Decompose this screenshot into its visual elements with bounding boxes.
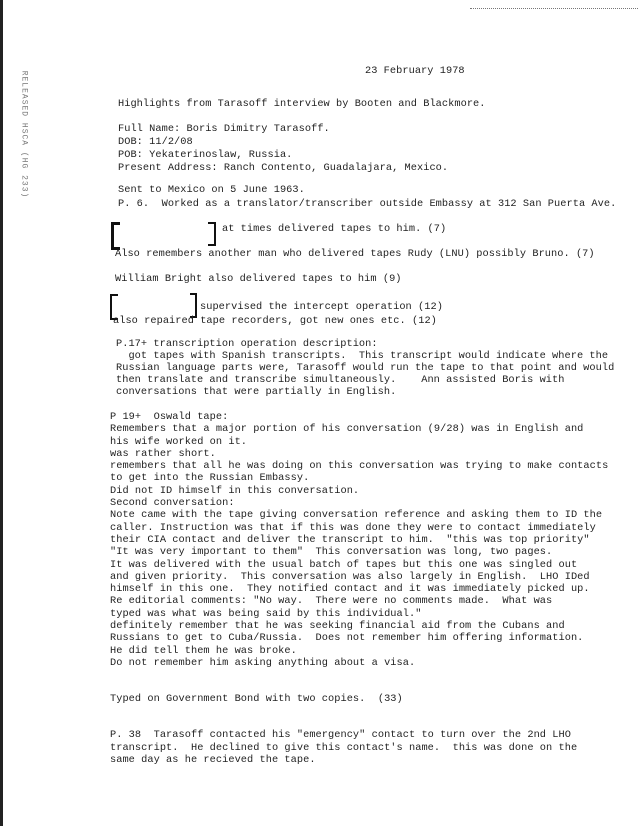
text-line: himself in this one. They notified contact and it was immediately picked up. — [110, 583, 590, 596]
text-line: his wife worked on it. — [110, 435, 248, 448]
text-line: their CIA contact and deliver the transcript to him. "this was top priority" — [110, 533, 590, 546]
scan-mark — [470, 8, 638, 9]
text-line: got tapes with Spanish transcripts. This transcript would indicate where the — [116, 349, 609, 362]
text-line: It was delivered with the usual batch of tapes but this one was singled out — [110, 558, 578, 571]
text-line: conversations that were partially in English. — [116, 385, 397, 398]
redacted-line-1: at times delivered tapes to him. (7) — [222, 223, 447, 235]
full-name: Full Name: Boris Dimitry Tarasoff. — [118, 123, 330, 135]
text-line: P 19+ Oswald tape: — [110, 411, 229, 423]
text-line: Second conversation: — [110, 497, 235, 510]
document-date: 23 February 1978 — [365, 65, 465, 77]
text-line: P.17+ transcription operation description: — [116, 338, 378, 350]
p17-block — [116, 339, 614, 399]
pob: POB: Yekaterinoslaw, Russia. — [118, 149, 293, 161]
p6-line: P. 6. Worked as a translator/transcriber outside Embassy at 312 San Puerta Ave. — [118, 198, 617, 210]
also-remembers-line: Also remembers another man who delivered tapes Rudy (LNU) possibly Bruno. (7) — [115, 248, 595, 260]
text-line: He did tell them he was broke. — [110, 644, 297, 657]
p38-block — [110, 729, 577, 767]
text-line: Re editorial comments: "No way. There were no comments made. What was — [110, 595, 553, 608]
text-line: and given priority. This conversation was also largely in English. LHO IDed — [110, 570, 590, 583]
text-line: typed was what was being said by this individual." — [110, 607, 422, 620]
text-line: same day as he recieved the tape. — [110, 754, 316, 766]
william-bright-line: William Bright also delivered tapes to him (9) — [115, 273, 402, 285]
sent-line: Sent to Mexico on 5 June 1963. — [118, 184, 305, 196]
redacted-line-2: supervised the intercept operation (12) — [200, 301, 443, 313]
document-title: Highlights from Tarasoff interview by Booten and Blackmore. — [118, 98, 486, 110]
text-line: then translate and transcribe simultaneously. Ann assisted Boris with — [116, 373, 565, 386]
text-line: Russian language parts were, Tarasoff would run the tape to that point and would — [116, 361, 615, 374]
text-line: was rather short. — [110, 447, 216, 460]
redaction-bracket-left — [111, 222, 120, 250]
text-line: Did not ID himself in this conversation. — [110, 484, 360, 497]
repaired-line: also repaired tape recorders, got new ones etc. (12) — [113, 315, 437, 327]
text-line: remembers that all he was doing on this conversation was trying to make contacts — [110, 460, 609, 473]
typed-line: Typed on Government Bond with two copies. (33) — [110, 693, 403, 705]
text-line: transcript. He declined to give this contact's name. this was done on the — [110, 741, 578, 754]
text-line: Do not remember him asking anything about a visa. — [110, 656, 416, 669]
text-line: to get into the Russian Embassy. — [110, 472, 310, 485]
side-stamp: RELEASED HSCA (HG 233) — [19, 70, 29, 199]
text-line: caller. Instruction was that if this was done they were to contact immediately — [110, 521, 596, 534]
present-address: Present Address: Ranch Contento, Guadalajara, Mexico. — [118, 162, 449, 174]
text-line: "It was very important to them" This conversation was long, two pages. — [110, 546, 553, 559]
bio-block — [118, 123, 448, 175]
text-line: Note came with the tape giving conversation reference and asking them to ID the — [110, 509, 603, 522]
text-line: definitely remember that he was seeking financial aid from the Cubans and — [110, 620, 565, 633]
p19-block — [110, 411, 608, 669]
text-line: P. 38 Tarasoff contacted his "emergency" contact to turn over the 2nd LHO — [110, 729, 571, 741]
text-line: Remembers that a major portion of his conversation (9/28) was in English and — [110, 423, 584, 436]
scan-edge — [0, 0, 3, 826]
dob: DOB: 11/2/08 — [118, 136, 193, 148]
redaction-bracket-right — [208, 222, 216, 246]
text-line: Russians to get to Cuba/Russia. Does not remember him offering information. — [110, 632, 584, 645]
